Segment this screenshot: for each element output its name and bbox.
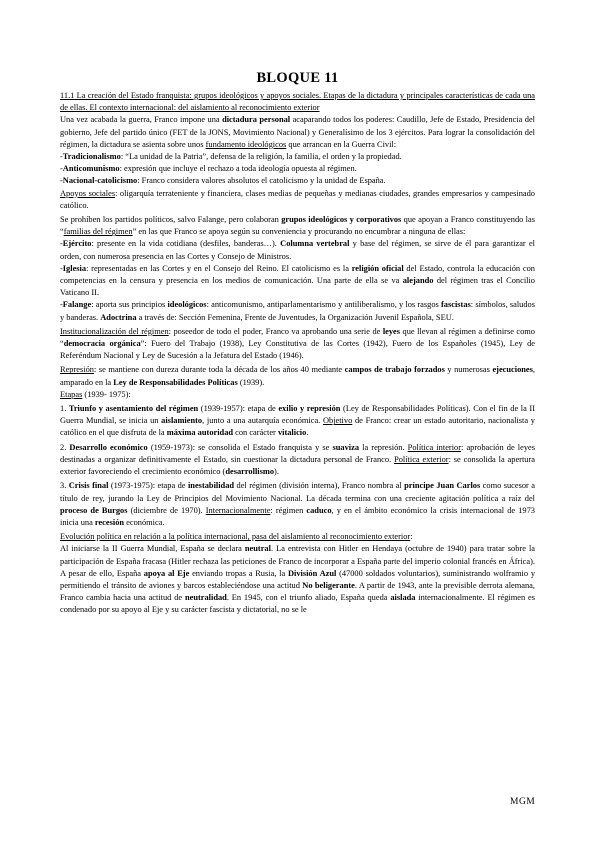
document-body xyxy=(60,114,535,616)
bold-text: Triunfo y asentamiento del régimen xyxy=(68,404,199,414)
bold-text: príncipe Juan Carlos xyxy=(404,481,481,491)
page-title: BLOQUE 11 xyxy=(256,70,339,86)
bold-text: Anticomunismo xyxy=(62,164,120,174)
text-run: : se consolida la apertura exterior favoreciendo el crecimiento económico ( xyxy=(60,454,535,477)
paragraph xyxy=(60,543,535,616)
text-run: que arrancan en la Guerra Civil: xyxy=(286,139,397,149)
footer-initials: MGM xyxy=(510,797,536,807)
text-run: ). xyxy=(274,467,279,477)
bold-text: caduco xyxy=(306,505,332,515)
bold-text: ideológicos xyxy=(167,300,207,310)
paragraph xyxy=(60,114,535,151)
text-run: ” en las que Franco se apoya según su conveniencia y procurando no encumbrar a ninguna de ellas: xyxy=(132,227,466,237)
text-run: Una vez acabada la guerra, Franco impone una xyxy=(60,115,223,125)
text-run: . xyxy=(306,428,309,438)
underlined-text: fundamento ideológicos xyxy=(205,139,287,149)
bold-text: exilio y represión xyxy=(278,404,341,414)
paragraph xyxy=(60,480,535,529)
text-run: : representadas en las Cortes y en el Consejo del Reino. El catolicismo es la xyxy=(86,263,352,273)
bold-text: dictadura personal xyxy=(222,115,291,125)
bold-text: vitalicio xyxy=(277,428,307,438)
text-run: Al iniciarse la II Guerra Mundial, España se declara xyxy=(60,544,245,554)
bold-text: Columna vertebral xyxy=(280,239,350,249)
bold-text: grupos ideológicos y corporativos xyxy=(281,215,402,225)
text-run: y base del régimen, se sirve de él para garantizar el orden, con numerosa presencia en las Cortes y Consejo de Ministros. xyxy=(60,239,535,261)
paragraph xyxy=(60,175,535,187)
underlined-text: Evolución política en relación a la política internacional, pasa del aislamiento al reconocimiento exterior xyxy=(60,532,411,542)
underlined-text: Etapas xyxy=(60,389,83,399)
bold-text: Ejército xyxy=(62,239,92,249)
paragraph xyxy=(60,214,535,238)
text-run: : régimen xyxy=(270,505,307,515)
paragraph xyxy=(60,151,535,163)
bold-text: fascistas xyxy=(441,300,471,310)
bold-text: proceso de Burgos xyxy=(60,505,128,515)
bold-text: campos de trabajo forzados xyxy=(344,365,445,375)
text-run: : se mantiene con dureza durante toda la década de los años 40 mediante xyxy=(93,365,345,375)
underlined-text: Política exterior xyxy=(394,454,449,464)
text-run: (1959-1973): se consolida el Estado franquista y se xyxy=(147,442,333,452)
text-run: : oligarquía terrateniente y financiera, clases medias de pequeñas y medianas ciudades, grandes empresarios y campesinado católico. xyxy=(60,188,535,210)
text-run: acaparando todos los poderes: Caudillo, Jefe de Estado, Presidencia del gobierno, Jefe del partido único (FET de la JONS, Movimiento Nacional) y Generalísimo de los 3 ejércitos. Para lograr la consolidación del régimen, la dictadura se asienta sobre unos xyxy=(60,115,535,149)
bold-text: aislamiento xyxy=(161,416,203,426)
paragraph xyxy=(60,403,535,440)
paragraph xyxy=(60,263,535,300)
text-run: , amparado en la xyxy=(60,365,535,387)
text-run: (1939). xyxy=(237,377,265,387)
text-run: , junto a una autarquía económica. xyxy=(202,416,323,426)
text-run: internacionalmente. El régimen es condenado por su apoyo al Eje y su carácter fascista y dictatorial, no se le xyxy=(60,593,535,615)
underlined-text: Política interior xyxy=(407,442,462,452)
text-run: , y en el ámbito económico la crisis internacional de 1973 inicia una xyxy=(60,505,535,527)
section-heading: 11.1 La creación del Estado franquista: grupos ideológicos y apoyos sociales. Etapas de la dictadura y principales características de cada una de ellas. El contexto internacional: del aislamiento al reconocimiento exterior xyxy=(60,91,535,113)
text-run: (Ley de Responsabilidades Políticas). Con el fin de la II Guerra Mundial, se inicia un xyxy=(60,404,535,426)
text-run: : aporta sus principios xyxy=(91,300,168,310)
paragraph xyxy=(60,238,535,262)
bold-text: neutralidad xyxy=(184,593,227,603)
bold-text: religión oficial xyxy=(351,263,404,273)
text-run: (1973-1975): etapa de xyxy=(108,481,188,491)
bold-text: Adoctrina xyxy=(100,312,137,322)
bold-text: Nacional-catolicismo xyxy=(62,176,138,186)
text-run: del régimen (división interna), Franco nombra al xyxy=(234,481,405,491)
text-run: . En 1945, con el triunfo aliado, España queda xyxy=(226,593,391,603)
text-run: que llevan al régimen a definirse como “ xyxy=(60,326,535,349)
bold-text: desarrollismo xyxy=(225,467,275,477)
bold-text: apoya al Eje xyxy=(143,568,190,578)
text-run: (1939- 1975): xyxy=(82,389,131,399)
text-run: Se prohíben los partidos políticos, salvo Falange, pero colaboran xyxy=(60,215,282,225)
text-run: : aprobación de leyes destinadas a organizar definitivamente el Estado, sin cuestionar la dictadura personal de Franco. xyxy=(60,442,535,464)
paragraph xyxy=(60,531,535,543)
bold-text: División Azul xyxy=(287,568,337,578)
bold-text: Iglesia xyxy=(62,263,87,273)
bold-text: leyes xyxy=(382,326,401,336)
bold-text: inestabilidad xyxy=(187,481,235,491)
text-run: : símbolos, saludos y banderas. xyxy=(60,300,535,322)
underlined-text: Represión xyxy=(60,365,94,375)
text-run: (47000 soldados voluntarios), suministrando wolframio y permitiendo el tránsito de aviones y barcos estableciéndose una actitud xyxy=(60,568,536,590)
paragraph xyxy=(60,442,535,479)
underlined-text: Apoyos sociales xyxy=(60,188,116,198)
text-run: ”: Fuero del Trabajo (1938), Ley Constitutiva de las Cortes (1942), Fuero de los Españoles (1945), Ley de Referéndum Nacional y Ley de Sucesión a la Jefatura del Estado (1946). xyxy=(60,339,535,361)
text-run: . La entrevista con Hitler en Hendaya (octubre de 1940) para tratar sobre la participación de España fracasa (Hitler rechaza las peticiones de Franco de incorporar a España parte del imperio colonial francés en África). A pesar de ello, España xyxy=(60,544,536,578)
bold-text: suaviza xyxy=(332,442,360,452)
bold-text: máxima autoridad xyxy=(166,428,234,438)
text-run: económica. xyxy=(124,517,165,527)
text-run: como sucesor a título de rey, jurando la Ley de Principios del Movimiento Nacional. La década termina con una creciente agitación política a raíz del xyxy=(60,481,536,503)
bold-text: neutral xyxy=(244,544,271,554)
text-run: que apoyan a Franco constituyendo las “ xyxy=(60,215,535,237)
bold-text: alejando xyxy=(402,276,434,286)
text-run: a través de: Sección Femenina, Frente de Juventudes, la Organización Juvenil Española, SEU. xyxy=(136,312,454,322)
text-run: del régimen tras el Concilio Vaticano II. xyxy=(60,276,535,298)
text-run: - xyxy=(60,152,63,162)
text-run: - xyxy=(60,263,63,273)
text-run: : “La unidad de la Patria”, defensa de la religión, la familia, el orden y la propiedad. xyxy=(120,152,402,162)
text-run: 1. xyxy=(60,404,69,414)
bold-text: Crisis final xyxy=(68,481,109,491)
text-run: : poseedor de todo el poder, Franco va aprobando una serie de xyxy=(168,326,383,336)
underlined-text: Internacionalmente xyxy=(205,505,271,515)
text-run: : anticomunismo, antiparlamentarismo y antiliberalismo, y los rasgos xyxy=(206,300,441,310)
bold-text: No beligerante xyxy=(302,580,355,590)
text-run: 2. xyxy=(60,442,70,452)
text-run: - xyxy=(60,164,63,174)
paragraph xyxy=(60,326,535,363)
bold-text: recesión xyxy=(94,517,125,527)
bold-text: Tradicionalismo xyxy=(62,152,121,162)
paragraph xyxy=(60,364,535,388)
bold-text: ejecuciones xyxy=(492,365,533,375)
text-run: la represión. xyxy=(359,442,408,452)
text-run: : expresión que incluye el rechazo a toda ideología opuesta al régimen. xyxy=(119,164,357,174)
underlined-text: Institucionalización del régimen xyxy=(60,326,169,336)
text-run: : Franco considera valores absolutos el catolicismo y la unidad de España. xyxy=(137,176,386,186)
bold-text: Falange xyxy=(62,300,92,310)
bold-text: Ley de Responsabilidades Políticas xyxy=(113,377,238,387)
text-run: del Estado, controla la educación con competencias en la censura y presencia en los medios de comunicación. Una parte de ella se va xyxy=(60,263,535,286)
text-run: - xyxy=(60,300,63,310)
paragraph xyxy=(60,188,535,212)
text-run: : xyxy=(410,532,413,542)
underlined-text: Objetivo xyxy=(322,416,353,426)
underlined-text: familias del régimen xyxy=(63,227,133,237)
bold-text: democracia orgánica xyxy=(63,339,141,349)
text-run: enviando tropas a Rusia, la xyxy=(189,568,288,578)
paragraph xyxy=(60,299,535,323)
text-run: 3. xyxy=(60,481,69,491)
paragraph xyxy=(60,163,535,175)
bold-text: Desarrollo económico xyxy=(69,442,148,452)
text-run: - xyxy=(60,239,63,249)
text-run: de Franco: crear un estado autoritario, nacionalista y católico en el que disfruta de la xyxy=(60,416,535,438)
text-run: (1939-1957): etapa de xyxy=(198,404,279,414)
text-run: (diciembre de 1970). xyxy=(127,505,206,515)
text-run: con carácter xyxy=(233,428,278,438)
text-run: : presente en la vida cotidiana (desfiles, banderas…). xyxy=(91,239,281,249)
bold-text: aislada xyxy=(390,593,416,603)
paragraph xyxy=(60,389,535,401)
text-run: - xyxy=(60,176,63,186)
text-run: y numerosas xyxy=(444,365,493,375)
text-run: . A partir de 1943, ante la previsible derrota alemana, Franco cambia hacia una actitud de xyxy=(60,580,535,603)
document-page xyxy=(60,70,535,617)
